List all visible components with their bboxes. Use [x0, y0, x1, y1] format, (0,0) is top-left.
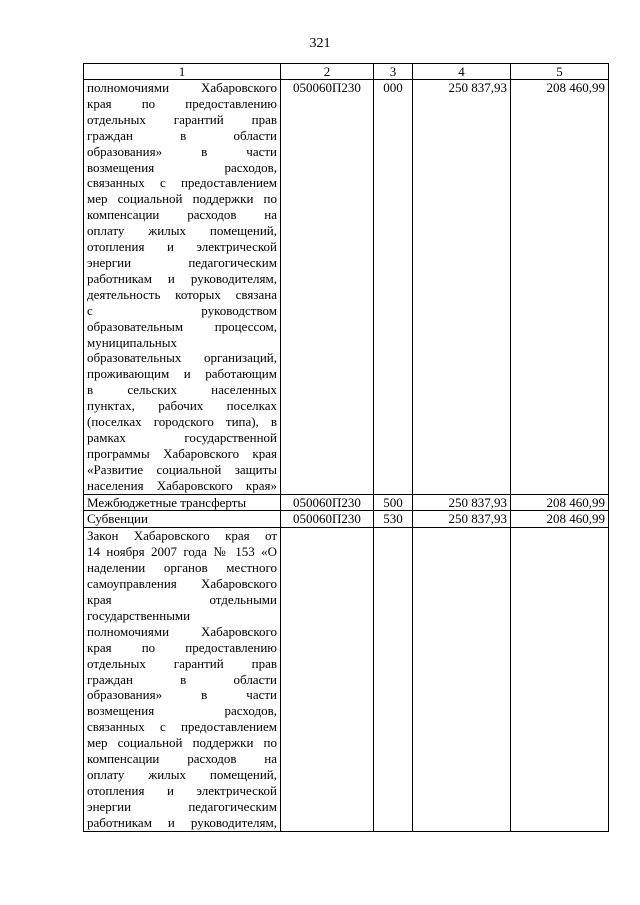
- description-line: энергии педагогическим: [87, 798, 277, 814]
- row-description: Субвенции: [84, 511, 281, 528]
- description-line: мер социальной поддержки по: [87, 191, 277, 207]
- row-expense-type: [374, 528, 413, 831]
- column-header-4: 4: [413, 64, 511, 80]
- column-header-2: 2: [281, 64, 374, 80]
- row-amount-2: 208 460,99: [511, 511, 609, 528]
- description-line: возмещения расходов,: [87, 703, 277, 719]
- budget-table: [83, 63, 609, 832]
- description-line: отдельных гарантий прав: [87, 655, 277, 671]
- row-amount-2: 208 460,99: [511, 80, 609, 495]
- description-line: 14 ноября 2007 года № 153 «О: [87, 544, 277, 560]
- row-code: 050060П230: [281, 494, 374, 511]
- column-header-1: 1: [84, 64, 281, 80]
- description-line: края по предоставлению: [87, 639, 277, 655]
- description-line: населения Хабаровского края»: [87, 477, 277, 493]
- description-line: оплату жилых помещений,: [87, 766, 277, 782]
- description-line: программы Хабаровского края: [87, 445, 277, 461]
- row-amount-2: 208 460,99: [511, 494, 609, 511]
- description-line: наделении органов местного: [87, 560, 277, 576]
- row-code: [281, 528, 374, 831]
- description-line: «Развитие социальной защиты: [87, 461, 277, 477]
- description-line: образования» в части: [87, 143, 277, 159]
- description-line: отдельных гарантий прав: [87, 111, 277, 127]
- table-row-law: [84, 528, 609, 831]
- row-amount-2: [511, 528, 609, 831]
- description-line: в сельских населенных: [87, 382, 277, 398]
- table-row-transfers: [84, 494, 609, 511]
- description-line: деятельность которых связана: [87, 286, 277, 302]
- column-header-5: 5: [511, 64, 609, 80]
- description-line: оплату жилых помещений,: [87, 223, 277, 239]
- description-line: пунктах, рабочих поселках: [87, 398, 277, 414]
- description-line: работникам и руководителям,: [87, 270, 277, 286]
- description-line: отопления и электрической: [87, 782, 277, 798]
- description-line: государственными: [87, 607, 191, 623]
- description-line: мер социальной поддержки по: [87, 735, 277, 751]
- description-line: края отдельными: [87, 592, 277, 607]
- description-line: полномочиями Хабаровского: [87, 623, 277, 639]
- row-amount-1: [413, 528, 511, 831]
- description-line: граждан в области: [87, 671, 277, 687]
- description-line: энергии педагогическим: [87, 254, 277, 270]
- row-expense-type: 530: [374, 511, 413, 528]
- row-code: 050060П230: [281, 80, 374, 495]
- description-line: компенсации расходов на: [87, 207, 277, 223]
- description-line: работникам и руководителям,: [87, 814, 277, 830]
- column-header-3: 3: [374, 64, 413, 80]
- description-line: края по предоставлению: [87, 95, 277, 111]
- row-amount-1: 250 837,93: [413, 494, 511, 511]
- row-description: Межбюджетные трансферты: [84, 494, 281, 511]
- description-line: полномочиями Хабаровского: [87, 80, 277, 95]
- description-line: связанных с предоставлением: [87, 719, 277, 735]
- description-line: Закон Хабаровского края от: [87, 528, 277, 544]
- description-line: (поселках городского типа), в: [87, 414, 277, 430]
- row-amount-1: 250 837,93: [413, 511, 511, 528]
- row-description: [84, 528, 281, 831]
- description-line: рамках государственной: [87, 429, 277, 445]
- description-line: граждан в области: [87, 127, 277, 143]
- table-row-subventions: [84, 511, 609, 528]
- page-number: 321: [309, 36, 331, 51]
- table-header-row: [84, 64, 609, 80]
- description-line: проживающим и работающим: [87, 366, 277, 382]
- description-line: компенсации расходов на: [87, 751, 277, 767]
- row-code: 050060П230: [281, 511, 374, 528]
- row-amount-1: 250 837,93: [413, 80, 511, 495]
- description-line: с руководством: [87, 302, 277, 318]
- description-line: муниципальных: [87, 334, 178, 350]
- description-line: образовательным процессом,: [87, 318, 277, 334]
- table-row-continuation: [84, 80, 609, 495]
- description-line: связанных с предоставлением: [87, 175, 277, 191]
- row-description: [84, 80, 281, 495]
- description-line: отопления и электрической: [87, 239, 277, 255]
- row-expense-type: 000: [374, 80, 413, 495]
- description-line: возмещения расходов,: [87, 159, 277, 175]
- description-line: образования» в части: [87, 687, 277, 703]
- row-expense-type: 500: [374, 494, 413, 511]
- description-line: самоуправления Хабаровского: [87, 576, 277, 592]
- description-line: образовательных организаций,: [87, 350, 277, 366]
